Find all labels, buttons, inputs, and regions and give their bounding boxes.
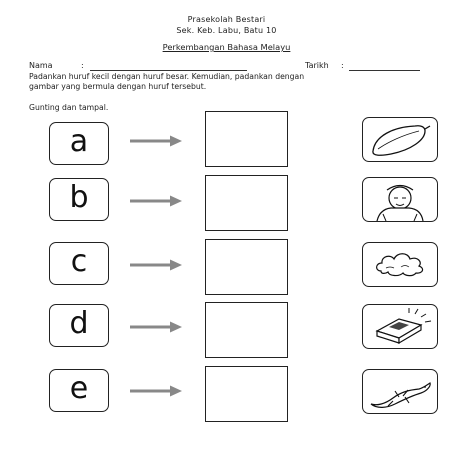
- cut-paste-instruction: Gunting dan tampal.: [29, 103, 109, 112]
- right-arrow-icon: [130, 320, 182, 334]
- letter-a: a: [69, 124, 89, 159]
- cloud-icon: [363, 243, 437, 286]
- answer-box[interactable]: [205, 366, 288, 422]
- letter-b: b: [69, 180, 89, 215]
- match-row: [0, 182, 453, 232]
- right-arrow-icon: [130, 258, 182, 272]
- instruction-line-1: Padankan huruf kecil dengan huruf besar. Kemudian, padankan dengan: [29, 72, 305, 81]
- match-row: [0, 308, 453, 358]
- letter-c: c: [70, 244, 88, 279]
- name-label: Nama: [29, 61, 53, 70]
- picture-box: [362, 177, 438, 222]
- date-label: Tarikh: [305, 61, 329, 70]
- papaya-icon: [363, 118, 437, 161]
- grandfather-icon: [363, 178, 437, 221]
- date-colon: :: [341, 61, 344, 70]
- letter-box: [49, 369, 109, 412]
- picture-box: [362, 117, 438, 162]
- instruction-line-2: gambar yang bermula dengan huruf tersebut.: [29, 82, 207, 91]
- right-arrow-icon: [130, 194, 182, 208]
- answer-box[interactable]: [205, 302, 288, 358]
- picture-box: [362, 242, 438, 287]
- worksheet-title: Perkembangan Bahasa Melayu: [162, 42, 291, 52]
- letter-box: [49, 178, 109, 221]
- match-row: [0, 372, 453, 422]
- letter-d: d: [69, 306, 89, 341]
- answer-box[interactable]: [205, 239, 288, 295]
- name-colon: :: [81, 61, 84, 70]
- picture-box: [362, 304, 438, 349]
- letter-e: e: [69, 371, 89, 406]
- name-field[interactable]: [90, 70, 247, 71]
- date-field[interactable]: [349, 70, 420, 71]
- match-row: [0, 246, 453, 296]
- school-address: Sek. Keb. Labu, Batu 10: [176, 26, 277, 35]
- right-arrow-icon: [130, 134, 182, 148]
- sponge-cake-icon: [363, 305, 437, 348]
- school-name: Prasekolah Bestari: [187, 15, 266, 24]
- answer-box[interactable]: [205, 111, 288, 167]
- lizard-icon: [363, 370, 437, 413]
- answer-box[interactable]: [205, 175, 288, 231]
- letter-box: [49, 122, 109, 165]
- letter-box: [49, 242, 109, 285]
- match-row: [0, 120, 453, 170]
- letter-box: [49, 304, 109, 347]
- picture-box: [362, 369, 438, 414]
- right-arrow-icon: [130, 384, 182, 398]
